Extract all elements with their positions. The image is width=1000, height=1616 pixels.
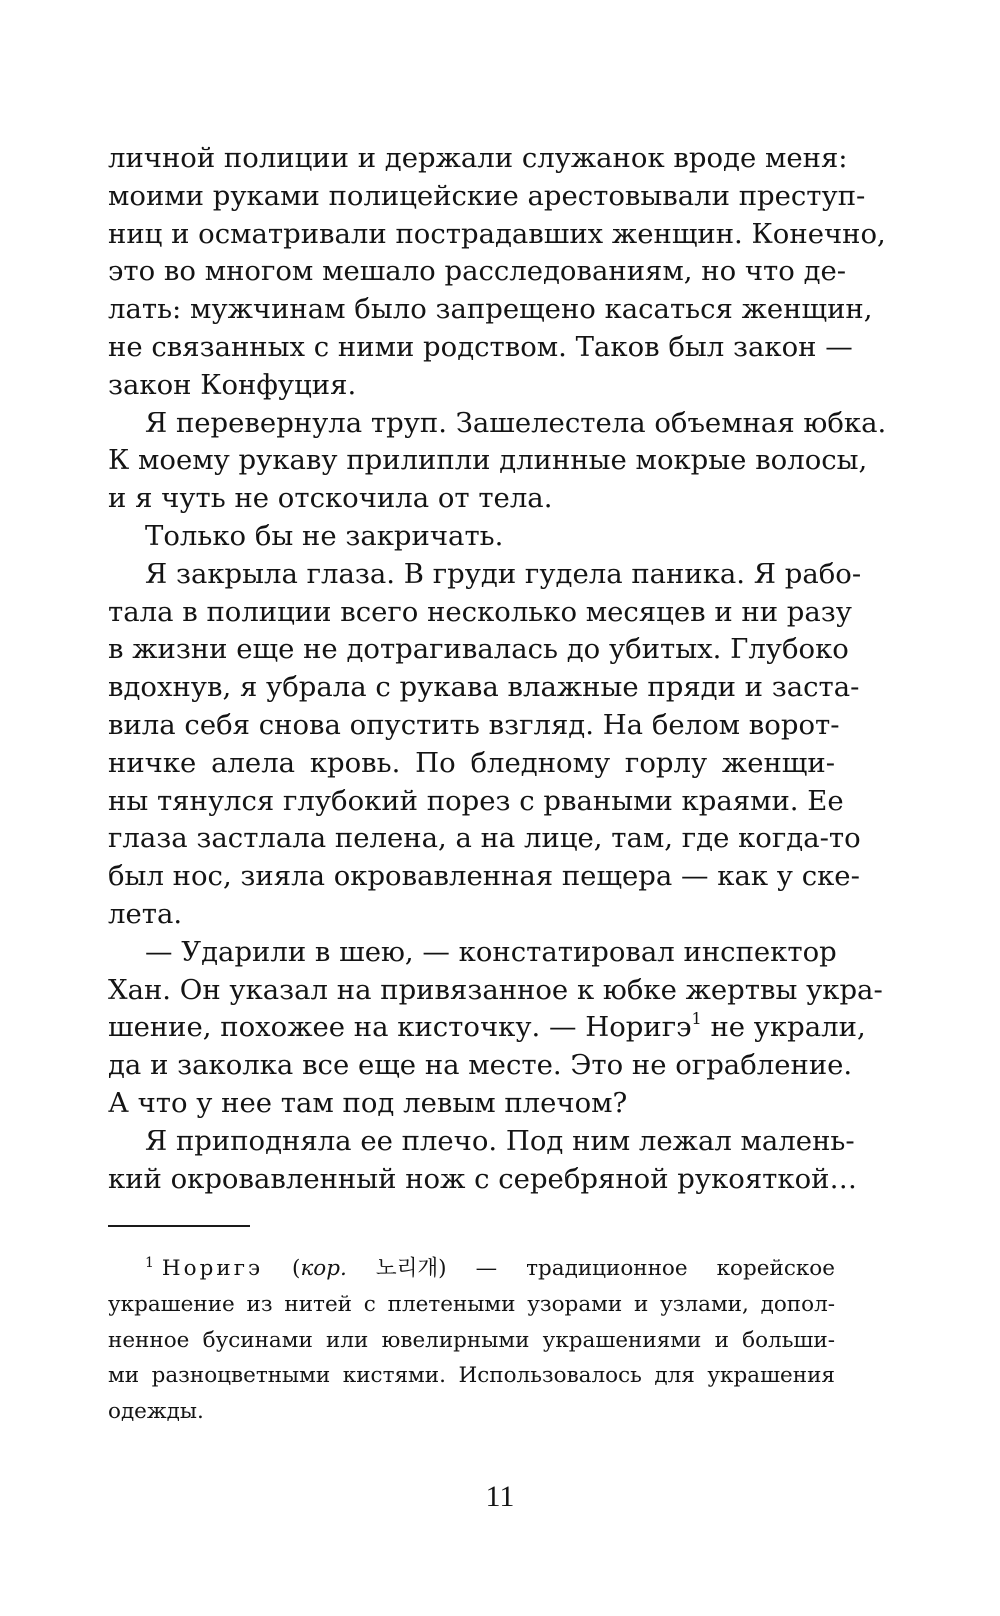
text-line: А что у нее там под левым плечом? — [108, 1086, 628, 1119]
footnote-open-paren: ( — [292, 1256, 301, 1281]
main-text — [108, 140, 887, 1198]
text-segment: шение, похожее на кисточку. — Норигэ — [108, 1011, 692, 1044]
page-number: 11 — [485, 1480, 515, 1513]
text-line: это во многом мешало расследованиям, но что де- — [108, 255, 847, 288]
text-line: в жизни еще не дотрагивалась до убитых. Глубоко — [108, 633, 849, 666]
text-line: глаза застлала пелена, а на лице, там, где когда-то — [108, 822, 861, 855]
text-line: ничке алела кровь. По бледному горлу женщи- — [108, 746, 835, 779]
text-line: Хан. Он указал на привязанное к юбке жертвы укра- — [108, 973, 883, 1006]
footnote-line: одежды. — [108, 1399, 204, 1425]
text-line: вила себя снова опустить взгляд. На белом ворот- — [108, 708, 840, 741]
text-line: ны тянулся глубокий порез с рваными краями. Ее — [108, 784, 844, 817]
footnote-rest: ) — традиционное корейское — [438, 1256, 835, 1281]
footnote — [108, 1251, 835, 1430]
text-line-with-footnote-ref — [108, 1009, 866, 1047]
text-line: лать: мужчинам было запрещено касаться женщин, — [108, 293, 873, 326]
text-line: был нос, зияла окровавленная пещера — как у ске- — [108, 860, 860, 893]
text-line: Только бы не закричать. — [145, 519, 504, 552]
text-line: Я перевернула труп. Зашелестела объемная юбка. — [145, 406, 887, 439]
text-line: Я закрыла глаза. В груди гудела паника. Я рабо- — [145, 557, 862, 590]
text-line: лета. — [108, 897, 183, 930]
footnote-line: украшение из нитей с плетеными узорами и узлами, допол- — [108, 1291, 835, 1317]
text-line: Я приподняла ее плечо. Под ним лежал малень- — [145, 1124, 855, 1157]
text-line: вдохнув, я убрала с рукава влажные пряди и заста- — [108, 671, 860, 704]
text-line: моими руками полицейские арестовывали преступ- — [108, 179, 866, 212]
text-line: тала в полиции всего несколько месяцев и ни разу — [108, 595, 852, 628]
footnote-number: 1 — [145, 1255, 154, 1271]
footnote-korean: 노리개 — [375, 1256, 439, 1281]
text-line: — Ударили в шею, — констатировал инспектор — [145, 935, 837, 968]
text-line: закон Конфуция. — [108, 368, 357, 401]
text-line: кий окровавленный нож с серебряной рукояткой… — [108, 1162, 857, 1195]
text-segment: не украли, — [701, 1011, 866, 1044]
footnote-term: Норигэ — [161, 1256, 264, 1281]
text-line: и я чуть не отскочила от тела. — [108, 482, 553, 515]
footnote-lang-abbr: кор. — [300, 1256, 347, 1281]
footnote-line: ми разноцветными кистями. Использовалось для украшения — [108, 1363, 835, 1389]
footnote-divider — [108, 1225, 250, 1227]
text-line: личной полиции и держали служанок вроде меня: — [108, 142, 848, 174]
footnote-line: ненное бусинами или ювелирными украшениями и больши- — [108, 1327, 835, 1353]
text-line: да и заколка все еще на месте. Это не ограбление. — [108, 1049, 853, 1082]
footnote-reference[interactable]: 1 — [691, 1009, 702, 1029]
text-line: К моему рукаву прилипли длинные мокрые волосы, — [108, 444, 868, 477]
text-line: не связанных с ними родством. Таков был закон — — [108, 330, 853, 363]
footnote-first-line — [108, 1251, 835, 1287]
text-line: ниц и осматривали пострадавших женщин. Конечно, — [108, 217, 886, 250]
